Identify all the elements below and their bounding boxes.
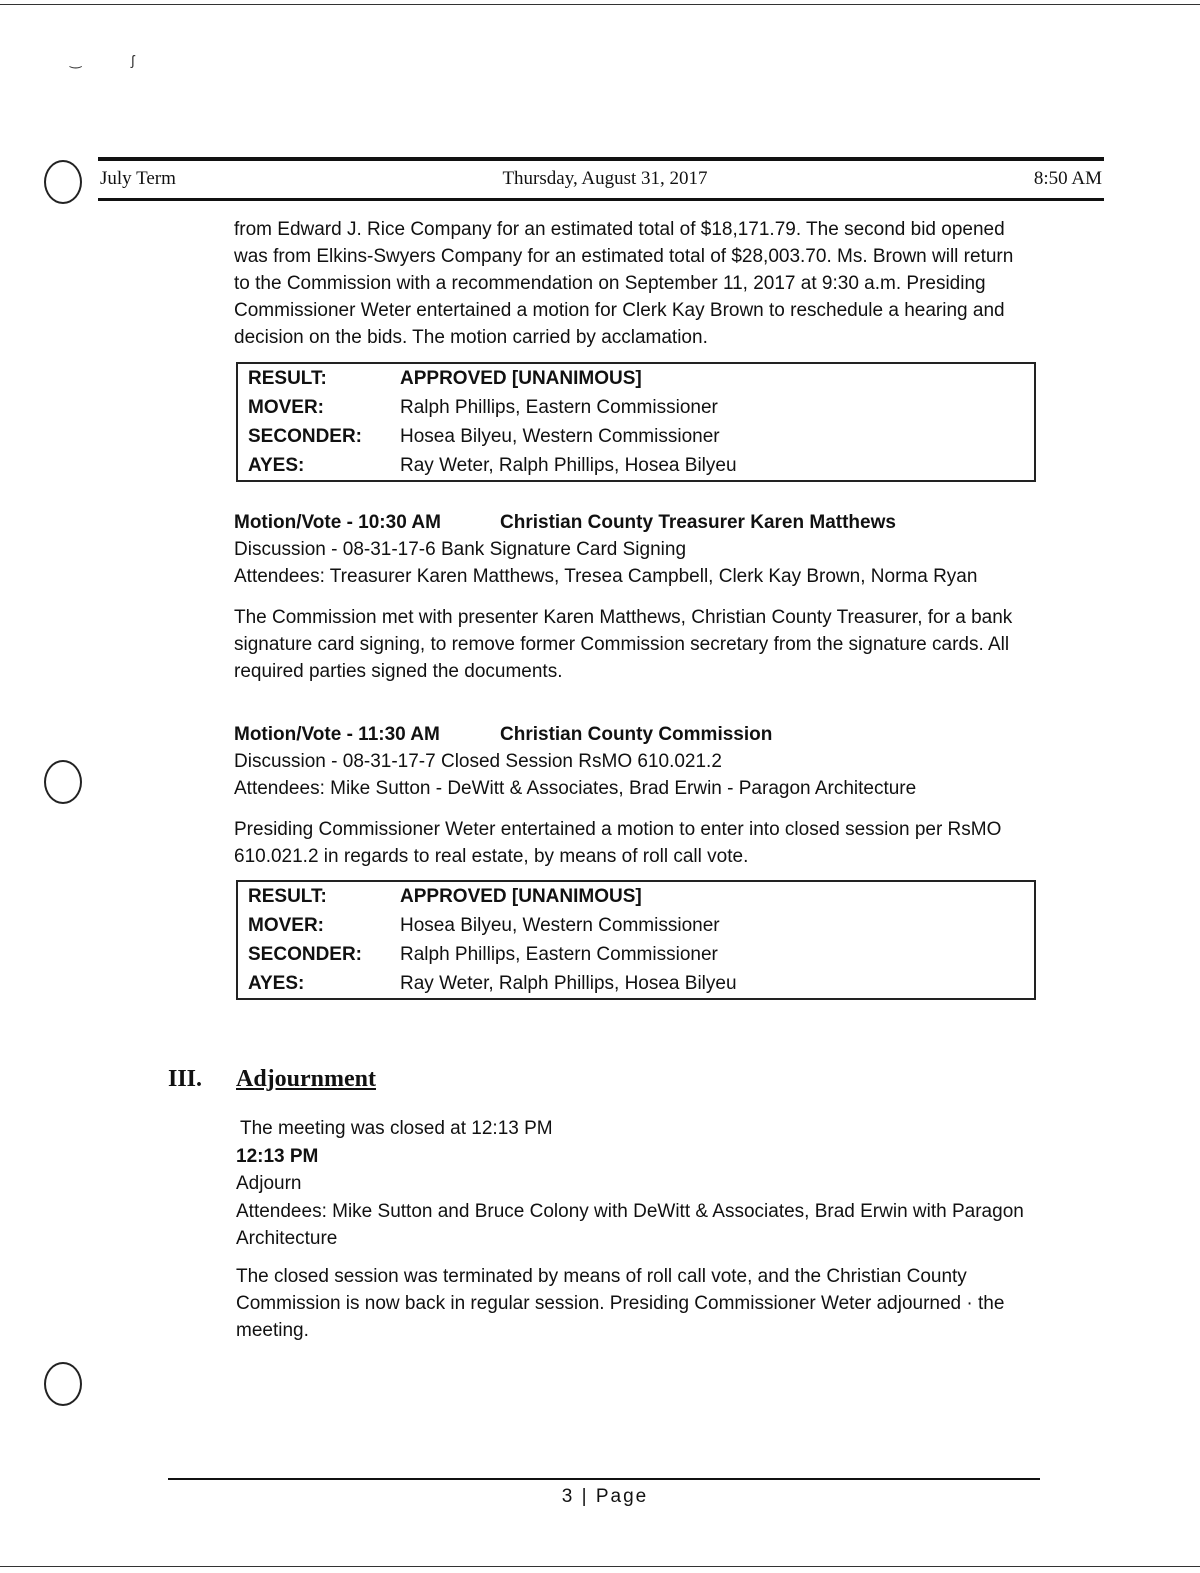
vote-label: RESULT: (248, 367, 327, 389)
vote-row-seconder (238, 422, 1034, 451)
header-time: 8:50 AM (1033, 168, 1102, 189)
vote-label: SECONDER: (248, 943, 363, 965)
vote-ayes: Ray Weter, Ralph Phillips, Hosea Bilyeu (400, 972, 737, 994)
vote-label: RESULT: (248, 885, 327, 907)
motion-attendees: Attendees: Treasurer Karen Matthews, Tresea Campbell, Clerk Kay Brown, Norma Ryan (234, 566, 978, 587)
header-rule-bottom (98, 198, 1104, 201)
vote-table-2 (236, 880, 1036, 1000)
punch-hole-middle (44, 760, 82, 804)
vote-label: SECONDER: (248, 425, 363, 447)
header-term: July Term (100, 168, 176, 189)
motion-paragraph: Presiding Commissioner Weter entertained a motion to enter into closed session per RsMO 610.021.2 in regards to real estate, by means of roll call vote. (234, 819, 1002, 867)
vote-label: AYES: (248, 972, 305, 994)
adjournment-item: Adjourn (236, 1173, 302, 1194)
vote-mover: Ralph Phillips, Eastern Commissioner (400, 396, 718, 418)
vote-label: MOVER: (248, 396, 324, 418)
vote-mover: Hosea Bilyeu, Western Commissioner (400, 914, 720, 936)
continuation-paragraph: from Edward J. Rice Company for an estimated total of $18,171.79. The second bid opened was from Elkins-Swyers Company for an estimated total of $28,003.70. Ms. Brown will return to the Commission with a recommendation on September 11, 2017 at 9:30 a.m. Presiding Commissioner Weter entertained a motion for Clerk Kay Brown to reschedule a hearing and decision on the bids. The motion carried by acclamation. (234, 219, 1014, 348)
vote-row-ayes (238, 969, 1034, 998)
motion-heading (234, 512, 896, 534)
scan-border-top (0, 4, 1200, 5)
vote-seconder: Hosea Bilyeu, Western Commissioner (400, 425, 720, 447)
vote-row-ayes (238, 451, 1034, 480)
motion-time: Motion/Vote - 11:30 AM (234, 724, 440, 745)
scan-border-bottom (0, 1566, 1200, 1567)
motion-presenter: Christian County Commission (500, 724, 773, 745)
vote-row-mover (238, 911, 1034, 940)
footer-rule (168, 1478, 1040, 1480)
motion-discussion: Discussion - 08-31-17-7 Closed Session RsMO 610.021.2 (234, 751, 722, 772)
motion-heading (234, 724, 773, 746)
scan-marks: ‿ ʃ (70, 52, 135, 68)
vote-row-seconder (238, 940, 1034, 969)
adjournment-time: 12:13 PM (236, 1146, 319, 1167)
motion-discussion: Discussion - 08-31-17-6 Bank Signature Card Signing (234, 539, 687, 560)
header-rule-top (98, 157, 1104, 161)
vote-result: APPROVED [UNANIMOUS] (400, 885, 642, 907)
vote-label: AYES: (248, 454, 305, 476)
vote-row-result (238, 364, 1034, 393)
section-title: Adjournment (236, 1066, 377, 1092)
section-number: III. (168, 1066, 203, 1092)
motion-time: Motion/Vote - 10:30 AM (234, 512, 441, 533)
adjournment-attendees: Attendees: Mike Sutton and Bruce Colony with DeWitt & Associates, Brad Erwin with Paragon Architecture (236, 1201, 1024, 1249)
adjournment-paragraph: The closed session was terminated by means of roll call vote, and the Christian County Commission is now back in regular session. Presiding Commissioner Weter adjourned · the meeting. (236, 1266, 1005, 1341)
header-date: Thursday, August 31, 2017 (502, 168, 708, 189)
page-number: 3 | Page (561, 1486, 649, 1507)
motion-paragraph: The Commission met with presenter Karen Matthews, Christian County Treasurer, for a bank signature card signing, to remove former Commission secretary from the signature cards. All required parties signed the documents. (234, 607, 1013, 682)
vote-row-result (238, 882, 1034, 911)
punch-hole-bottom (44, 1362, 82, 1406)
vote-seconder: Ralph Phillips, Eastern Commissioner (400, 943, 718, 965)
motion-presenter: Christian County Treasurer Karen Matthews (500, 512, 896, 533)
adjournment-closed-line: The meeting was closed at 12:13 PM (240, 1118, 553, 1139)
vote-ayes: Ray Weter, Ralph Phillips, Hosea Bilyeu (400, 454, 737, 476)
vote-row-mover (238, 393, 1034, 422)
motion-attendees: Attendees: Mike Sutton - DeWitt & Associates, Brad Erwin - Paragon Architecture (234, 778, 917, 799)
vote-table-1 (236, 362, 1036, 482)
vote-label: MOVER: (248, 914, 324, 936)
vote-result: APPROVED [UNANIMOUS] (400, 367, 642, 389)
